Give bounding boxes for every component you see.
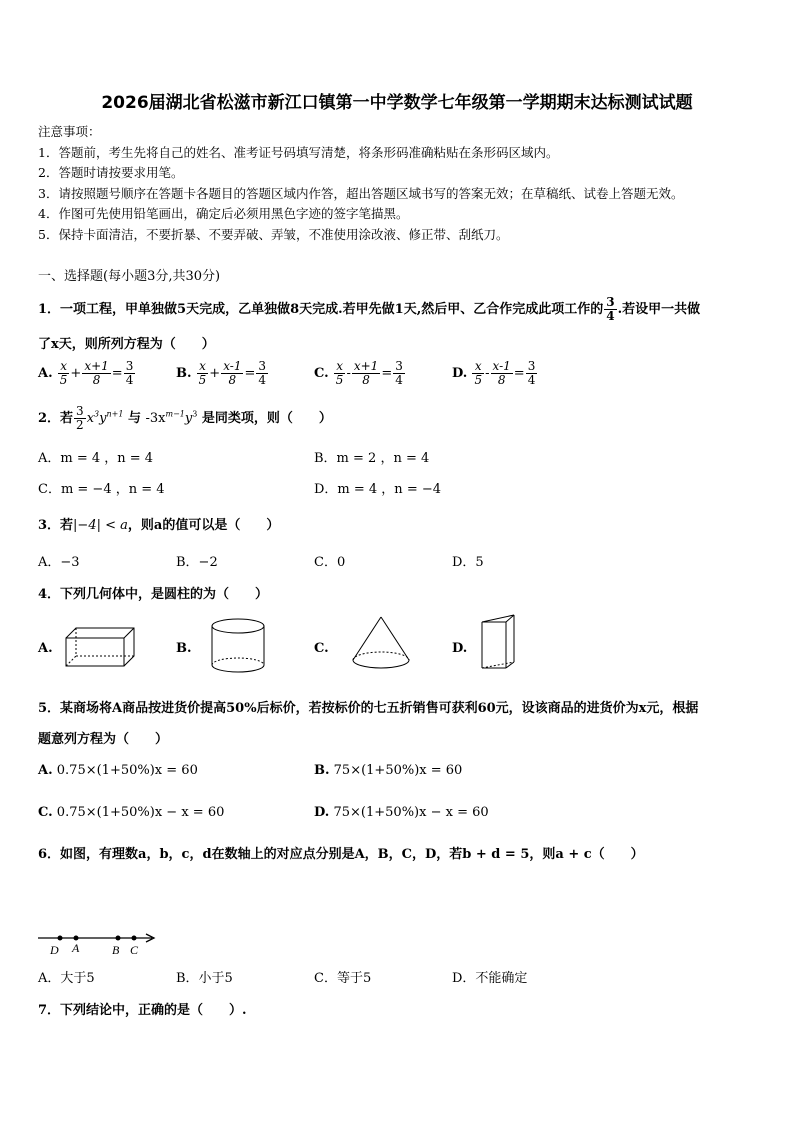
- q6-option-b[interactable]: B．小于5: [176, 971, 233, 986]
- q1-option-c[interactable]: C. $\frac{x}{5}$ - $\frac{x+1}{8}$ = $\frac{3}{4}$: [314, 359, 403, 388]
- question-1: [38, 296, 700, 323]
- note-item: 3．请按照题号顺序在答题卡各题目的答题区域内作答，超出答题区域书写的答案无效；在草稿纸、试卷上答题无效。: [38, 185, 684, 201]
- q2-option-d[interactable]: D．m = 4 ，n = −4: [314, 482, 442, 497]
- q3-option-a[interactable]: A．−3: [38, 555, 80, 570]
- q3-option-c[interactable]: C．0: [314, 555, 346, 570]
- q5-option-a[interactable]: A. 0.75×(1+50%)x = 60: [38, 763, 198, 778]
- q6-option-d[interactable]: D．不能确定: [452, 971, 528, 986]
- cuboid-shape: [62, 624, 138, 670]
- cylinder-shape: [208, 617, 268, 675]
- q2-option-b[interactable]: B．m = 2 ，n = 4: [314, 451, 430, 466]
- question-5-line-1: 5．某商场将A商品按进货价提高50%后标价，若按标价的七五折销售可获利60元，设该商品的进货价为x元，根据: [38, 701, 699, 716]
- question-5-line-2: 题意列方程为（ ）: [38, 732, 169, 747]
- q6-option-a[interactable]: A．大于5: [38, 971, 95, 986]
- q4-option-a-label[interactable]: A.: [38, 641, 53, 656]
- q4-option-b-label[interactable]: B.: [176, 641, 192, 656]
- q1-fraction: $\frac{3}{4}$: [606, 295, 615, 324]
- note-item: 1．答题前，考生先将自己的姓名、准考证号码填写清楚，将条形码准确粘贴在条形码区域内。: [38, 144, 559, 160]
- section-heading: 一、选择题(每小题3分,共30分): [38, 269, 221, 284]
- point-label-d: D: [50, 943, 59, 957]
- point-label-b: B: [112, 943, 120, 957]
- notes-block: [38, 122, 683, 246]
- q4-option-d-label[interactable]: D.: [452, 641, 468, 656]
- q3-option-d[interactable]: D．5: [452, 555, 484, 570]
- q2-option-c[interactable]: C．m = −4 ，n = 4: [38, 482, 165, 497]
- prism-shape: [478, 612, 520, 674]
- page-title: 2026届湖北省松滋市新江口镇第一中学数学七年级第一学期期末达标测试试题: [101, 93, 693, 113]
- q1-text-a: 1．一项工程，甲单独做5天完成，乙单独做8天完成.若甲先做1天,然后甲、乙合作完成此项工作的: [38, 302, 604, 318]
- q1-option-b[interactable]: B. $\frac{x}{5}$ + $\frac{x-1}{8}$ = $\frac{3}{4}$: [176, 359, 266, 388]
- note-item: 4．作图可先使用铅笔画出，确定后必须用黑色字迹的签字笔描黑。: [38, 206, 409, 222]
- q5-option-c[interactable]: C. 0.75×(1+50%)x − x = 60: [38, 805, 225, 820]
- point-label-a: A: [72, 941, 80, 955]
- q3-option-b[interactable]: B．−2: [176, 555, 218, 570]
- q1-text-c: 了x天，则所列方程为（ ）: [38, 337, 215, 352]
- q5-option-b[interactable]: B. 75×(1+50%)x = 60: [314, 763, 463, 778]
- q6-option-c[interactable]: C．等于5: [314, 971, 372, 986]
- question-7: 7．下列结论中，正确的是（ ）.: [38, 1003, 247, 1018]
- number-line-figure: [36, 930, 160, 964]
- point-label-c: C: [130, 943, 139, 957]
- q4-option-c-label[interactable]: C.: [314, 641, 329, 656]
- q1-option-d[interactable]: D. $\frac{x}{5}$ - $\frac{x-1}{8}$ = $\frac{3}{4}$: [452, 359, 536, 388]
- notes-heading: 注意事项：: [38, 124, 101, 139]
- q5-option-d[interactable]: D. 75×(1+50%)x − x = 60: [314, 805, 489, 820]
- q1-text-b: .若设甲一共做: [617, 302, 701, 318]
- note-item: 2．答题时请按要求用笔。: [38, 165, 184, 181]
- question-4: 4．下列几何体中，是圆柱的为（ ）: [38, 587, 269, 602]
- question-6: 6．如图，有理数a，b，c，d在数轴上的对应点分别是A，B，C，D，若b + d = 5，则a + c（ ）: [38, 847, 644, 862]
- q1-option-a[interactable]: A. $\frac{x}{5}$ + $\frac{x+1}{8}$ = $\frac{3}{4}$: [38, 359, 134, 388]
- question-2: 2．若 $\frac{3}{2}$ $x^3y^{n+1}$ 与 $-3x^{m-1}y^3$ 是同类项，则（ ）: [38, 404, 332, 433]
- cone-shape: [350, 614, 412, 672]
- question-3: 3．若|−4| < a，则a的值可以是（ ）: [38, 518, 280, 533]
- note-item: 5．保持卡面清洁，不要折暴、不要弄破、弄皱，不准使用涂改液、修正带、刮纸刀。: [38, 226, 509, 242]
- q2-option-a[interactable]: A．m = 4 ，n = 4: [38, 451, 154, 466]
